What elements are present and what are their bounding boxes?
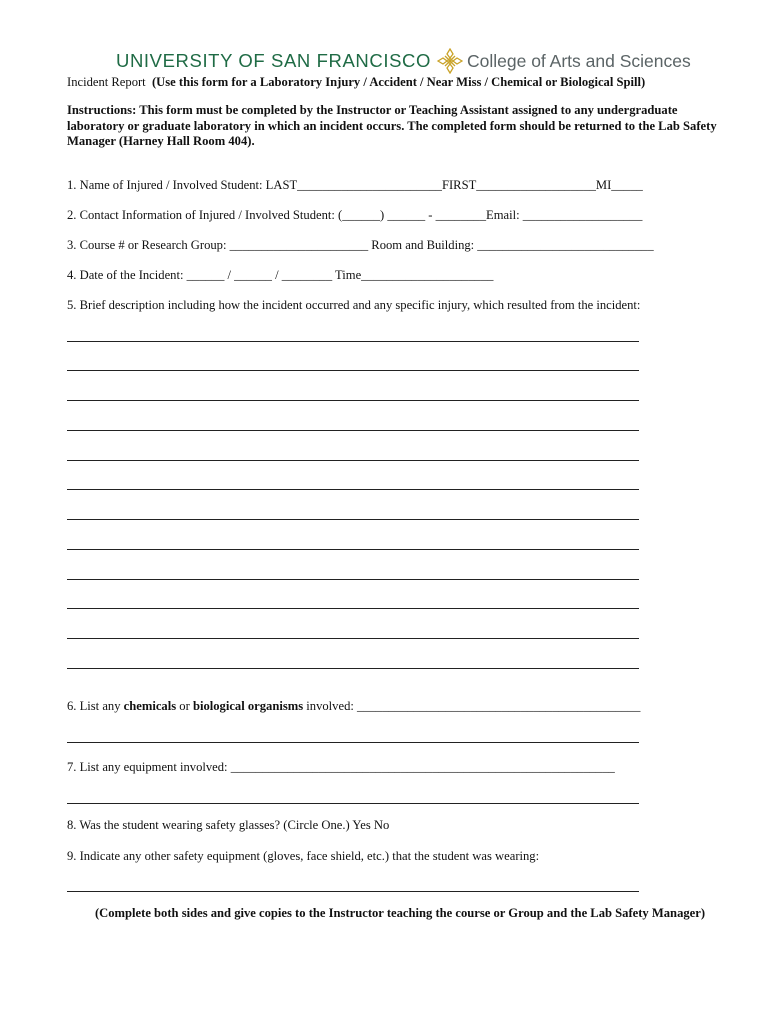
university-name: UNIVERSITY OF SAN FRANCISCO <box>116 50 431 71</box>
answer-line[interactable] <box>67 341 639 342</box>
answer-line[interactable] <box>67 430 639 431</box>
question-2-contact[interactable]: 2. Contact Information of Injured / Involved Student: (______) ______ - ________Email: ___________________ <box>67 208 643 222</box>
form-title <box>67 75 645 90</box>
answer-line[interactable] <box>67 891 639 892</box>
answer-line[interactable] <box>67 489 639 490</box>
answer-line[interactable] <box>67 638 639 639</box>
question-1-name[interactable]: 1. Name of Injured / Involved Student: LAST_______________________FIRST___________________MI_____ <box>67 178 643 192</box>
answer-line[interactable] <box>67 519 639 520</box>
question-8-safety-glasses[interactable]: 8. Was the student wearing safety glasses? (Circle One.) Yes No <box>67 818 390 832</box>
instructions: Instructions: This form must be completed by the Instructor or Teaching Assistant assigned to any undergraduate laboratory or graduate laboratory in which an incident occurs. The completed form should be returned to the Lab Safety Manager (Harney Hall Room 404). <box>67 103 717 148</box>
answer-line[interactable] <box>67 668 639 669</box>
question-6-chemicals[interactable] <box>67 698 640 714</box>
answer-line[interactable] <box>67 608 639 609</box>
question-7-equipment[interactable]: 7. List any equipment involved: _____________________________________________________________ <box>67 760 615 774</box>
college-name: College of Arts and Sciences <box>466 50 691 71</box>
letterhead <box>116 48 691 74</box>
form-title-text: Incident Report <box>67 75 146 89</box>
question-5-description: 5. Brief description including how the incident occurred and any specific injury, which resulted from the incident: <box>67 298 641 312</box>
q6-prefix: 6. List any <box>67 699 124 713</box>
form-title-note: (Use this form for a Laboratory Injury / Accident / Near Miss / Chemical or Biological Spill) <box>151 75 646 89</box>
q6-or: or <box>176 699 193 713</box>
question-9-other-equipment: 9. Indicate any other safety equipment (gloves, face shield, etc.) that the student was wearing: <box>67 849 540 863</box>
answer-line[interactable] <box>67 460 639 461</box>
footer-note: (Complete both sides and give copies to the Instructor teaching the course or Group and the Lab Safety Manager) <box>94 906 706 920</box>
answer-line[interactable] <box>67 803 639 804</box>
answer-line[interactable] <box>67 742 639 743</box>
answer-line[interactable] <box>67 549 639 550</box>
answer-line[interactable] <box>67 370 639 371</box>
cross-flower-icon <box>437 48 463 74</box>
answer-line[interactable] <box>67 400 639 401</box>
question-3-course[interactable]: 3. Course # or Research Group: ______________________ Room and Building: ____________________________ <box>67 238 654 252</box>
answer-line[interactable] <box>67 579 639 580</box>
q6-suffix: involved: _____________________________________________ <box>303 699 641 713</box>
question-4-date[interactable]: 4. Date of the Incident: ______ / ______ / ________ Time_____________________ <box>67 268 494 282</box>
q6-organisms-bold: biological organisms <box>192 699 304 713</box>
q6-chemicals-bold: chemicals <box>123 699 177 713</box>
